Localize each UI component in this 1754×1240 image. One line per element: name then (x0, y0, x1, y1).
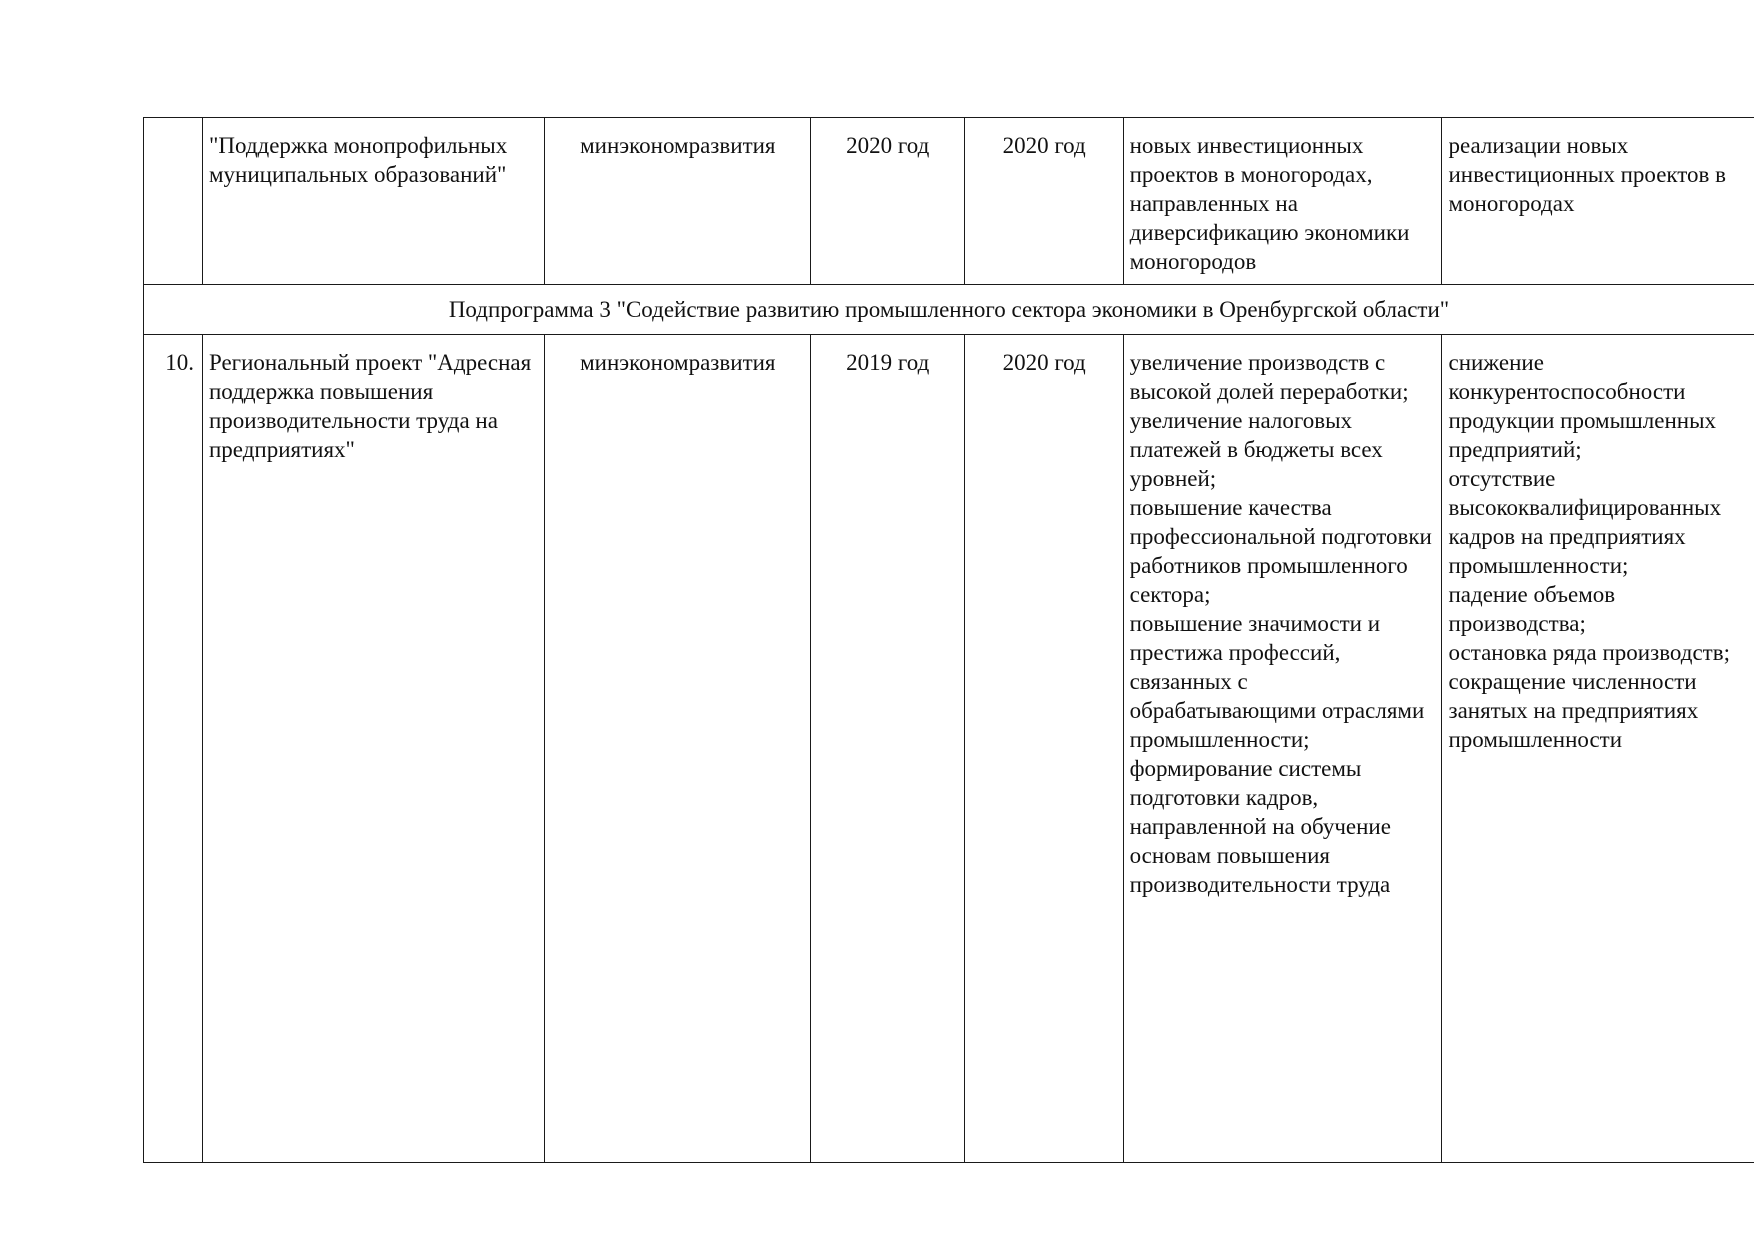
end-date-cell: 2020 год (964, 118, 1123, 285)
row-number-cell: 10. (144, 335, 203, 1163)
table-row (144, 118, 1754, 285)
table-row (144, 335, 1754, 1163)
event-name-cell: Региональный проект "Адресная поддержка повышения производительности труда на предприятиях" (202, 335, 544, 1163)
start-date-cell: 2019 год (810, 335, 964, 1163)
consequences-cell: снижение конкурентоспособности продукции промышленных предприятий; отсутствие высококвалифицированных кадров на предприятиях промышленности; падение объемов производства; остановка ряда производств; сокращение численности занятых на предприятиях промышленности (1442, 335, 1754, 1163)
executor-cell: минэкономразвития (544, 335, 810, 1163)
events-table (143, 117, 1754, 1163)
expected-result-cell: новых инвестиционных проектов в моногородах, направленных на диверсификацию экономики моногородов (1123, 118, 1442, 285)
consequences-cell: реализации новых инвестиционных проектов в моногородах (1442, 118, 1754, 285)
executor-cell: минэкономразвития (544, 118, 810, 285)
end-date-cell: 2020 год (964, 335, 1123, 1163)
event-name-cell: "Поддержка монопрофильных муниципальных образований" (202, 118, 544, 285)
subprogram-heading-row (144, 285, 1754, 335)
row-number-cell (144, 118, 203, 285)
start-date-cell: 2020 год (810, 118, 964, 285)
subprogram-heading: Подпрограмма 3 "Содействие развитию промышленного сектора экономики в Оренбургской области" (144, 285, 1754, 335)
expected-result-cell: увеличение производств с высокой долей переработки; увеличение налоговых платежей в бюджеты всех уровней; повышение качества профессиональной подготовки работников промышленного сектора; повышение значимости и престижа профессий, связанных с обрабатывающими отраслями промышленности; формирование системы подготовки кадров, направленной на обучение основам повышения производительности труда (1123, 335, 1442, 1163)
